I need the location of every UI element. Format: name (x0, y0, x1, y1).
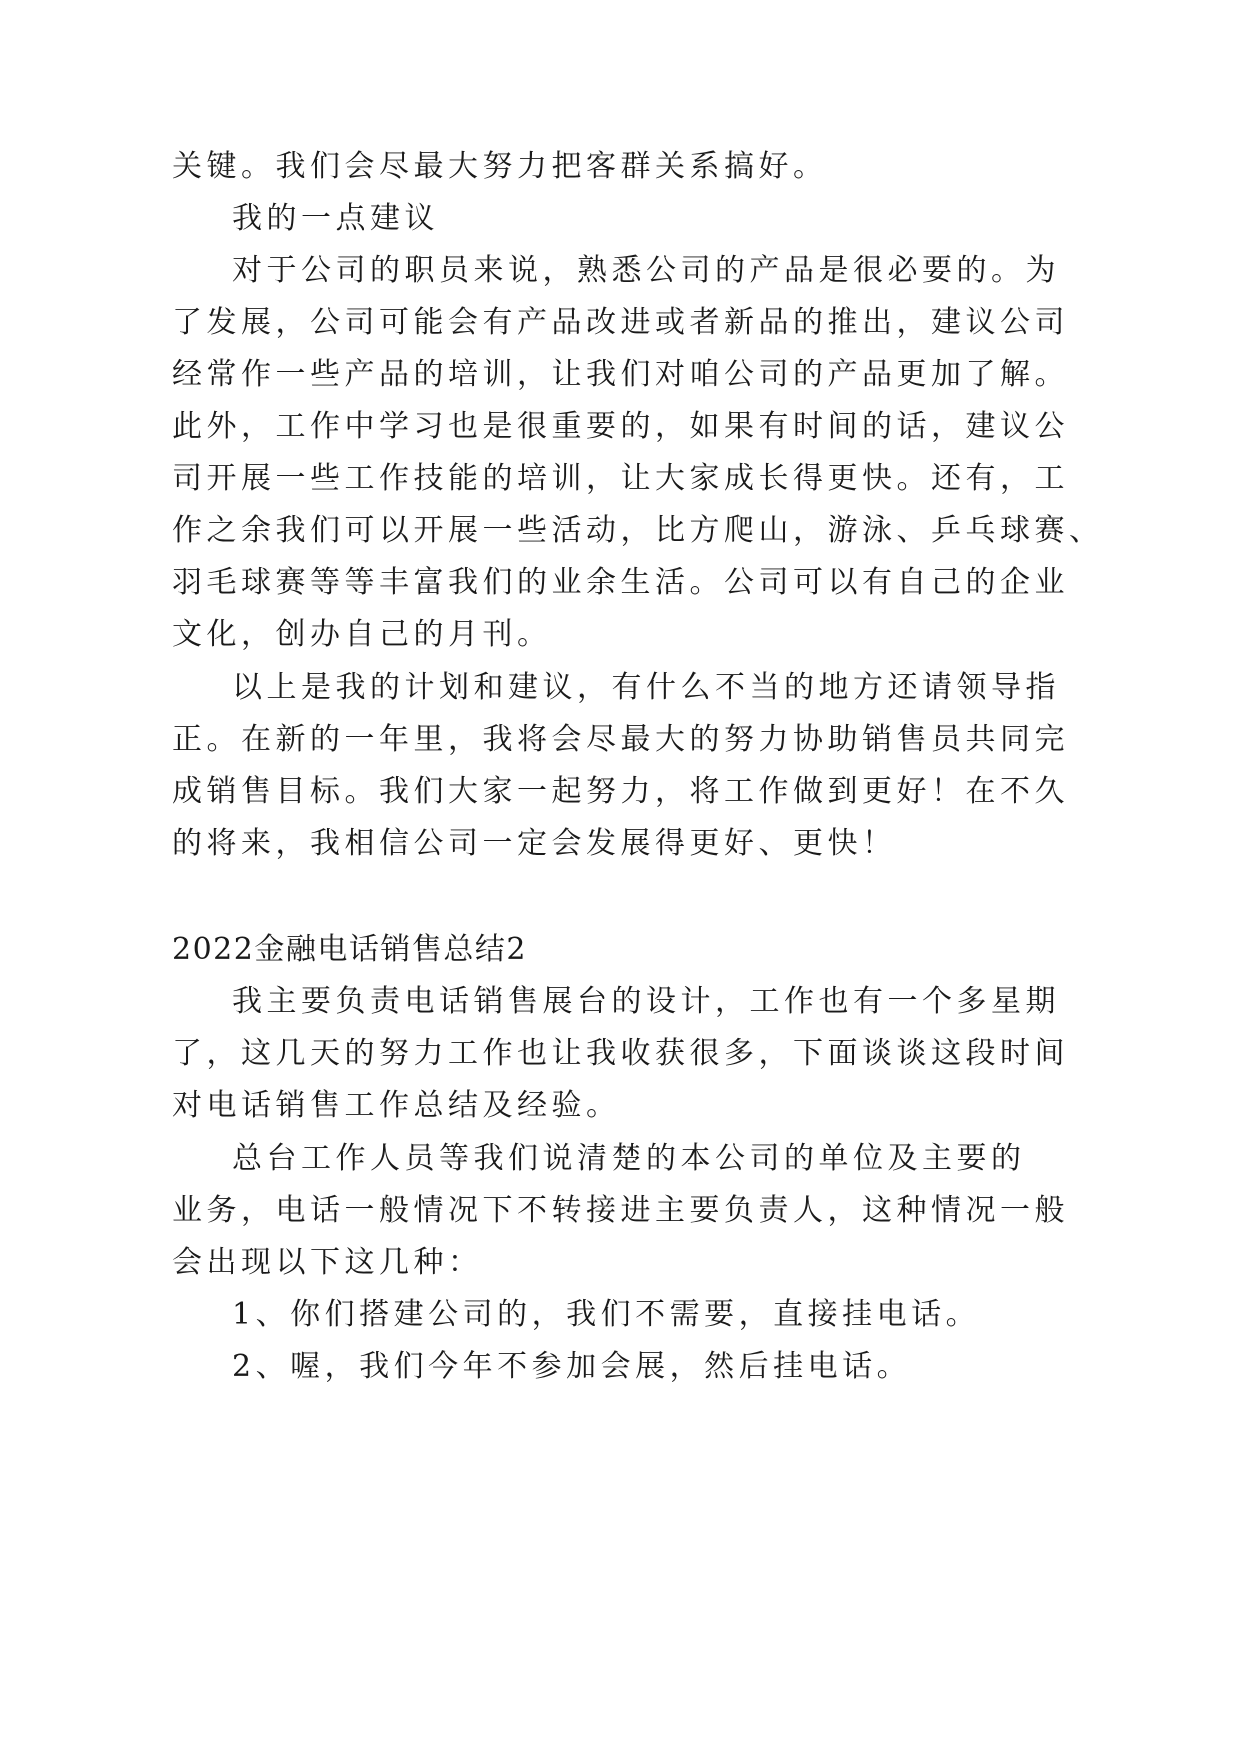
list-item: 2、喔，我们今年不参加会展，然后挂电话。 (232, 1349, 912, 1384)
text-line: 的将来，我相信公司一定会发展得更好、更快！ (172, 826, 897, 861)
text-line: 成销售目标。我们大家一起努力，将工作做到更好！在不久 (172, 774, 1069, 809)
text-line: 对于公司的职员来说，熟悉公司的产品是很必要的。为 (232, 253, 1060, 288)
text-line: 羽毛球赛等等丰富我们的业余生活。公司可以有自己的企业 (172, 565, 1069, 600)
text-line: 司开展一些工作技能的培训，让大家成长得更快。还有，工 (172, 461, 1069, 496)
text-line: 会出现以下这几种： (172, 1245, 483, 1280)
text-line: 经常作一些产品的培训，让我们对咱公司的产品更加了解。 (172, 357, 1069, 392)
text-line: 总台工作人员等我们说清楚的本公司的单位及主要的 (232, 1141, 1026, 1176)
text-line: 关键。我们会尽最大努力把客群关系搞好。 (172, 149, 828, 184)
text-line: 此外，工作中学习也是很重要的，如果有时间的话，建议公 (172, 409, 1069, 444)
text-line: 了，这几天的努力工作也让我收获很多，下面谈谈这段时间 (172, 1036, 1069, 1071)
document-title: 2022金融电话销售总结2 (172, 932, 527, 967)
text-line: 以上是我的计划和建议，有什么不当的地方还请领导指 (232, 670, 1060, 705)
text-line: 正。在新的一年里，我将会尽最大的努力协助销售员共同完 (172, 722, 1069, 757)
text-line: 对电话销售工作总结及经验。 (172, 1088, 621, 1123)
section-heading: 我的一点建议 (232, 201, 439, 236)
text-line: 业务，电话一般情况下不转接进主要负责人，这种情况一般 (172, 1193, 1069, 1228)
text-line: 作之余我们可以开展一些活动，比方爬山，游泳、乒乓球赛、 (172, 513, 1104, 548)
list-item: 1、你们搭建公司的，我们不需要，直接挂电话。 (232, 1297, 981, 1332)
text-line: 我主要负责电话销售展台的设计，工作也有一个多星期 (232, 984, 1060, 1019)
text-line: 了发展，公司可能会有产品改进或者新品的推出，建议公司 (172, 305, 1069, 340)
text-line: 文化，创办自己的月刊。 (172, 617, 552, 652)
